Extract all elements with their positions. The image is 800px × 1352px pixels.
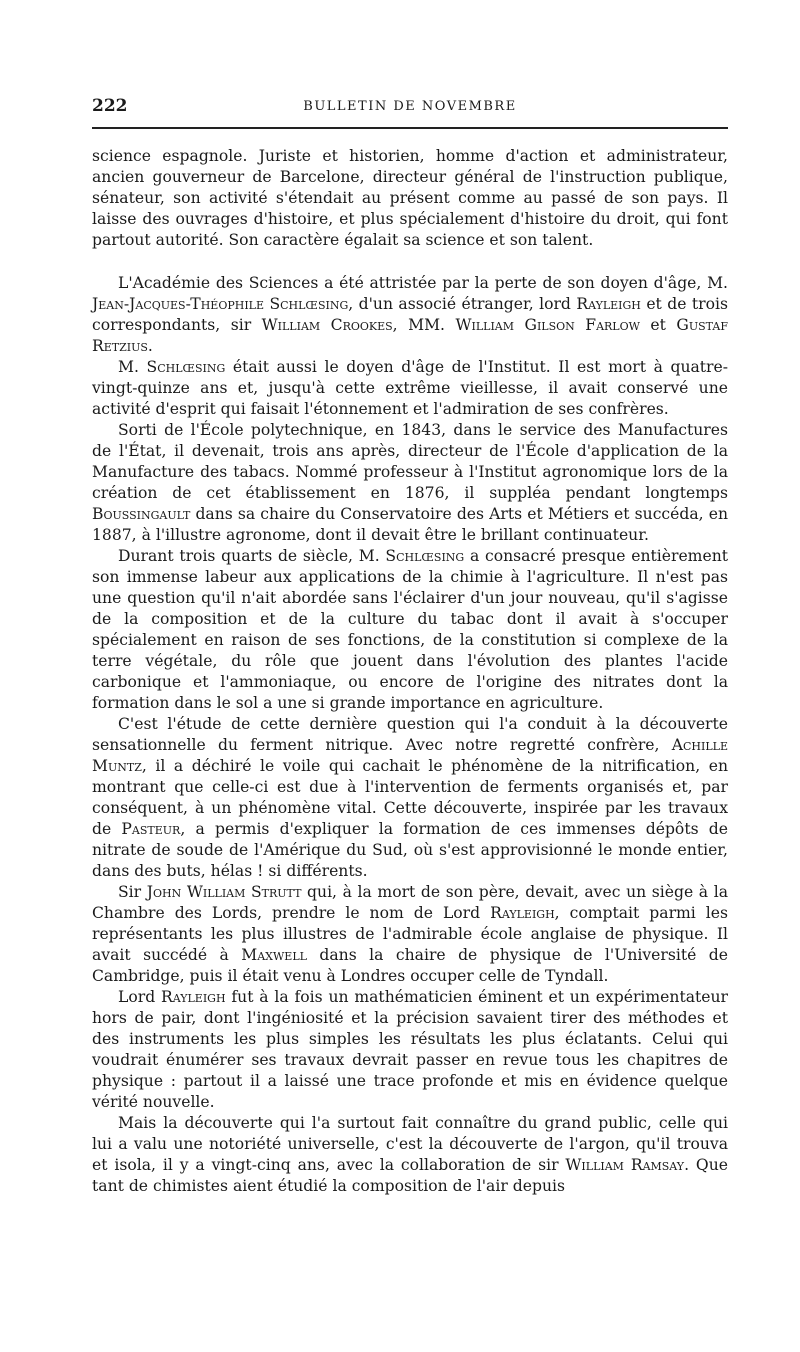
paragraph-9: Mais la découverte qui l'a surtout fait connaître du grand public, celle qui lui a valu une notoriété universelle, c'est la découverte de l'argon, qu'il trouva et isola, il y a vingt-cinq ans, avec la collaboration de sir William Ramsay. Que tant de chimistes aient étudié la composition de l'air depuis [92,1114,728,1195]
paragraph-7: Sir John William Strutt qui, à la mort de son père, devait, avec un siège à la Chambre des Lords, prendre le nom de Lord Rayleigh, comptait parmi les représentants les plus illustres de l'admirable école anglaise de physique. Il avait succédé à Maxwell dans la chaire de physique de l'Université de Cambridge, puis il était venu à Londres occuper celle de Tyndall. [92,883,728,985]
paragraph-8: Lord Rayleigh fut à la fois un mathématicien éminent et un expérimentateur hors de pair, dont l'ingéniosité et la précision savaient tirer des méthodes et des instruments les plus simples les résultats les plus éclatants. Celui qui voudrait énumérer ses travaux devrait passer en revue tous les chapitres de physique : partout il a laissé une trace profonde et mis en évidence quelque vérité nouvelle. [92,988,728,1111]
person-name: Jean-Jacques-Théophile Schlœsing [92,295,349,313]
paragraph-5: Durant trois quarts de siècle, M. Schlœsing a consacré presque entièrement son immense labeur aux applications de la chimie à l'agriculture. Il n'est pas une question qu'il n'ait abordée sans l'éclairer d'un jour nouveau, qu'il s'agisse de la composition et de la culture du tabac dont il avait à s'occuper spécialement en raison de ses fonctions, de la constitution si complexe de la terre végétale, du rôle que jouent dans l'évolution des plantes l'acide carbonique et l'ammoniaque, ou encore de l'origine des nitrates dont la formation dans le sol a une si grande importance en agriculture. [92,547,729,712]
page-header [92,96,728,116]
paragraph-4: Sorti de l'École polytechnique, en 1843, dans le service des Manufactures de l'État, il devenait, trois ans après, directeur de l'École d'application de la Manufacture des tabacs. Nommé professeur à l'Institut agronomique lors de la création de cet établissement en 1876, il suppléa pendant longtemps Boussingault dans sa chaire du Conservatoire des Arts et Métiers et succéda, en 1887, à l'illustre agronome, dont il devait être le brillant continuateur. [92,421,728,544]
body-text [92,146,728,1197]
person-name: John William Strutt [146,883,302,901]
paragraph-3: M. Schlœsing était aussi le doyen d'âge de l'Institut. Il est mort à quatre-vingt-quinze ans et, jusqu'à cette extrême vieillesse, il avait conservé une activité d'esprit qui faisait l'étonnement et l'admiration de ses confrères. [92,358,728,418]
running-title: BULLETIN DE NOVEMBRE [303,99,517,114]
person-name: William Ramsay [565,1156,685,1174]
person-name: William Crookes [261,316,393,334]
paragraph-6: C'est l'étude de cette dernière question qui l'a conduit à la découverte sensationnelle du ferment nitrique. Avec notre regretté confrère, Achille Muntz, il a déchiré le voile qui cachait le phénomène de la nitrification, en montrant que celle-ci est due à l'intervention de ferments organisés et, par conséquent, à un phénomène vital. Cette découverte, inspirée par les travaux de Pasteur, a permis d'expliquer la formation de ces immenses dépôts de nitrate de soude de l'Amérique du Sud, où s'est approvisionné le monde entier, dans des buts, hélas ! si différents. [92,715,728,880]
person-name: Pasteur [121,820,181,838]
person-name: Achille Muntz [92,736,728,775]
person-name: Gustaf Retzius [92,316,728,355]
paragraph-2: L'Académie des Sciences a été attristée par la perte de son doyen d'âge, M. Jean-Jacques-Théophile Schlœsing, d'un associé étranger, lord Rayleigh et de trois correspondants, sir William Crookes, MM. William Gilson Farlow et Gustaf Retzius. [92,274,728,355]
person-name: Rayleigh [161,988,226,1006]
person-name: William Gilson Farlow [455,316,640,334]
paragraph-1: science espagnole. Juriste et historien, homme d'action et administrateur, ancien gouverneur de Barcelone, directeur général de l'instruction publique, sénateur, son activité s'étendait au présent comme au passé de son pays. Il laisse des ouvrages d'histoire, et plus spécialement d'histoire du droit, qui font partout autorité. Son caractère égalait sa science et son talent. [92,147,728,249]
person-name: Boussingault [92,505,191,523]
page-number: 222 [92,96,128,116]
person-name: Maxwell [241,946,307,964]
header-rule [92,127,728,129]
person-name: Rayleigh [490,904,555,922]
person-name: Schlœsing [385,547,465,565]
person-name: Rayleigh [576,295,641,313]
person-name: Schlœsing [146,358,226,376]
